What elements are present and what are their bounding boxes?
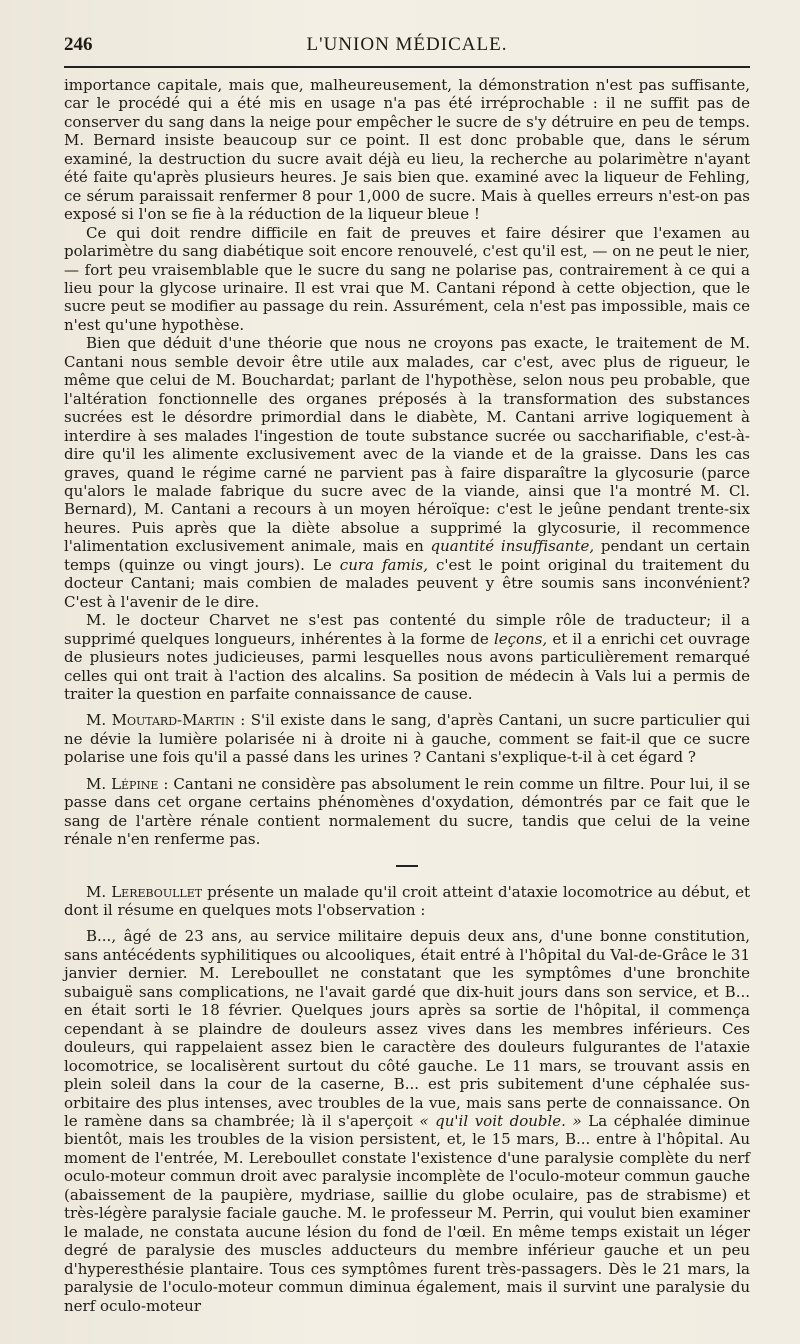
paragraph-treatment: Bien que déduit d'une théorie que nous ne croyons pas exacte, le traitement de M. Cantani nous semble devoir être utile aux malades, car c'est, avec plus de rigueur, le même que celui de M. Bouchardat; parlant de l'hypothèse, selon nous peu probable, que l'altération fonctionnelle des organes préposés à la transformation des substances sucrées est le désordre primordial dans le diabète, M. Cantani arrive logiquement à interdire à ses malades l'ingestion de toute substance sucrée ou saccharifiable, c'est-à-dire qu'il les alimente exclusivement avec de la viande et de la graisse. Dans les cas graves, quand le régime carné ne parvient pas à faire disparaître la glycosurie (parce qu'alors le malade fabrique du sucre avec de la viande, ainsi que l'a montré M. Cl. Bernard), M. Cantani a recours à un moyen héroïque: c'est le jeûne pendant trente-six heures. Puis après que la diète absolue a supprimé la glycosurie, il recommence l'alimentation exclusivement animale, mais en quantité insuffisante, pendant un certain temps (quinze ou vingt jours). Le cura famis, c'est le point original du traitement du docteur Cantani; mais combien de malades peuvent y être soumis sans inconvénient? C'est à l'avenir de le dire. bbox=[64, 334, 750, 611]
speaker-name: M. Moutard-Martin : bbox=[86, 711, 246, 730]
speaker-name: M. Lépine : bbox=[86, 774, 169, 793]
paragraph-continuation: importance capitale, mais que, malheureusement, la démonstration n'est pas suffisante, car le procédé qui a été mis en usage n'a pas été irréprochable : il ne suffit pas de conserver du sang dans la neige pour empêcher le sucre de s'y détruire en peu de temps. M. Bernard insiste beaucoup sur ce point. Il est donc probable que, dans le sérum examiné, la destruction du sucre avait déjà eu lieu, la recherche au polarimètre n'ayant été faite qu'après plusieurs heures. Je sais bien que. examiné avec la liqueur de Fehling, ce sérum paraissait renfermer 8 pour 1,000 de sucre. Mais à quelles erreurs n'est-on pas exposé si l'on se fie à la réduction de la liqueur bleue ! bbox=[64, 76, 750, 224]
paragraph-polarimetre: Ce qui doit rendre difficile en fait de preuves et faire désirer que l'examen au polarimètre du sang diabétique soit encore renouvelé, c'est qu'il est, — on ne peut le nier, — fort peu vraisemblable que le sucre du sang ne polarise pas, contrairement à ce qui a lieu pour la glycose urinaire. Il est vrai que M. Cantani répond à cette objection, que le sucre peut se modifier au passage du rein. Assurément, cela n'est pas impossible, mais ce n'est qu'une hypothèse. bbox=[64, 223, 750, 334]
discussion-lepine: M. Lépine : Cantani ne considère pas absolument le rein comme un filtre. Pour lui, il se passe dans cet organe certains phénomènes d'oxydation, démontrés par ce fait que le sang de l'artère rénale contient normalement du sucre, tandis que celui de la veine rénale n'en renferme pas. bbox=[64, 774, 750, 849]
paragraph-charvet: M. le docteur Charvet ne s'est pas contenté du simple rôle de traducteur; il a supprimé quelques longueurs, inhérentes à la forme de leçons, et il a enrichi cet ouvrage de plusieurs notes judicieuses, parmi lesquelles nous avons particulièrement remarqué celles qui ont trait à l'action des alcalins. Sa position de médecin à Vals lui a permis de traiter la question en parfaite connaissance de cause. bbox=[64, 611, 751, 703]
case-intro: M. Lereboullet présente un malade qu'il croit atteint d'ataxie locomotrice au début, et dont il résume en quelques mots l'observation : bbox=[64, 882, 750, 920]
running-head bbox=[64, 34, 750, 62]
separator-dash bbox=[396, 865, 418, 867]
body-text bbox=[64, 76, 750, 1315]
header-rule bbox=[64, 66, 750, 68]
section-separator bbox=[64, 849, 750, 883]
journal-title: L'UNION MÉDICALE. bbox=[306, 34, 508, 55]
case-observation: B..., âgé de 23 ans, au service militaire depuis deux ans, d'une bonne constitution, sans antécédents syphilitiques ou alcooliques, était entré à l'hôpital du Val-de-Grâce le 31 janvier dernier. M. Lereboullet ne constatant que les symptômes d'une bronchite subaiguë sans complications, ne l'avait gardé que dix-huit jours dans son service, et B... en était sorti le 18 février. Quelques jours après sa sortie de l'hôpital, il commença cependant à se plaindre de douleurs assez vives dans les membres inférieurs. Ces douleurs, qui rappelaient assez bien le caractère des douleurs fulgurantes de l'ataxie locomotrice, se localisèrent surtout du côté gauche. Le 11 mars, se trouvant assis en plein soleil dans la cour de la caserne, B... est pris subitement d'une céphalée sus-orbitaire des plus intenses, avec troubles de la vue, mais sans perte de connaissance. On le ramène dans sa chambrée; là il s'aperçoit « qu'il voit double. » La céphalée diminue bientôt, mais les troubles de la vision persistent, et, le 15 mars, B... entre à l'hôpital. Au moment de l'entrée, M. Lereboullet constate l'existence d'une paralysie complète du nerf oculo-moteur commun droit avec paralysie incomplète de l'oculo-moteur commun gauche (abaissement de la paupière, mydriase, saillie du globe oculaire, pas de strabisme) et très-légère paralysie faciale gauche. M. le professeur M. Perrin, qui voulut bien examiner le malade, ne constata aucune lésion du fond de l'œil. En même temps existait un léger degré de paralysie des muscles adducteurs du membre inférieur gauche et un peu d'hyperesthésie plantaire. Tous ces symptômes furent très-passagers. Dès le 21 mars, la paralysie de l'oculo-moteur commun diminua également, mais il survint une paralysie du nerf oculo-moteur bbox=[64, 927, 750, 1315]
page-number: 246 bbox=[64, 34, 93, 55]
speaker-name: M. Lereboullet bbox=[86, 882, 203, 901]
discussion-moutard-martin: M. Moutard-Martin : S'il existe dans le sang, d'après Cantani, un sucre particulier qui ne dévie la lumière polarisée ni à droite ni à gauche, comment se fait-il que ce sucre polarise une fois qu'il a passé dans les urines ? Cantani s'explique-t-il à cet égard ? bbox=[64, 711, 751, 767]
